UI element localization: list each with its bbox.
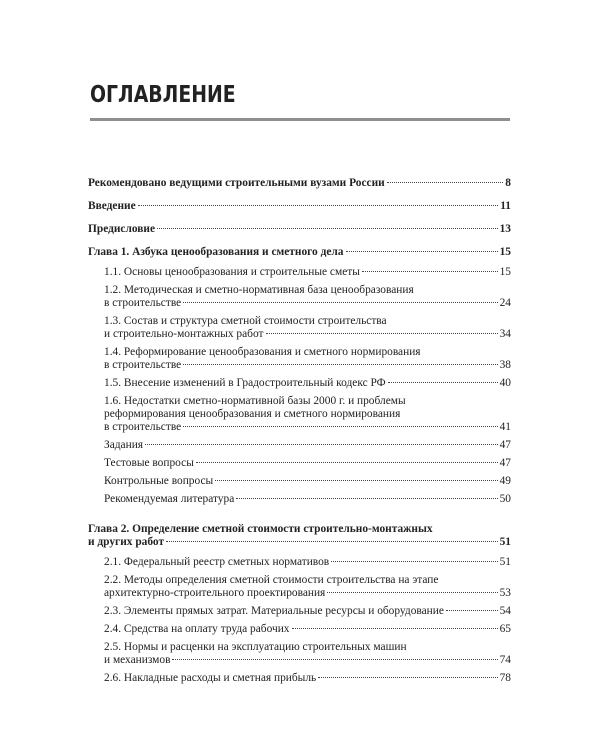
page-number: 54 (499, 605, 511, 617)
toc-entry[interactable]: 2.1. Федеральный реестр сметных нормативов 51 (104, 556, 511, 568)
page-number: 51 (499, 536, 511, 548)
page-number: 41 (499, 421, 511, 433)
page-number: 49 (499, 475, 511, 487)
page-number: 47 (499, 439, 511, 451)
page-number: 24 (499, 297, 511, 309)
toc-entry[interactable]: Рекомендовано ведущими строительными вузами России 8 (88, 177, 511, 189)
toc-entry[interactable]: 2.4. Средства на оплату труда рабочих 65 (104, 623, 511, 635)
page-number: 40 (499, 377, 511, 389)
toc-entry[interactable]: 1.4. Реформирование ценообразования и сметного нормирования в строительстве 38 (104, 346, 511, 371)
page-number: 15 (499, 246, 511, 258)
toc-entry[interactable]: 1.6. Недостатки сметно-нормативной базы 2000 г. и проблемы реформирования ценообразования и сметного нормирования в строительстве 41 (104, 395, 511, 433)
toc-entry[interactable]: 2.3. Элементы прямых затрат. Материальные ресурсы и оборудование 54 (104, 605, 511, 617)
toc-entry[interactable]: 2.6. Накладные расходы и сметная прибыль 78 (104, 672, 511, 684)
page-number: 65 (499, 623, 511, 635)
toc-entry[interactable]: 2.2. Методы определения сметной стоимости строительства на этапе архитектурно-строительного проектирования 53 (104, 574, 511, 599)
page-number: 47 (499, 457, 511, 469)
toc-entry[interactable]: 1.3. Состав и структура сметной стоимости строительства и строительно-монтажных работ 34 (104, 315, 511, 340)
page-number: 8 (505, 177, 511, 189)
table-of-contents (88, 177, 511, 685)
toc-entry[interactable]: Предисловие 13 (88, 223, 511, 235)
page-number: 51 (499, 556, 511, 568)
toc-entry[interactable]: Контрольные вопросы 49 (104, 475, 511, 487)
page-number: 34 (499, 328, 511, 340)
page-number: 50 (499, 493, 511, 505)
page-number: 38 (499, 359, 511, 371)
toc-chapter[interactable]: Глава 1. Азбука ценообразования и сметного дела 15 (88, 246, 511, 258)
toc-entry[interactable]: 1.5. Внесение изменений в Градостроительный кодекс РФ 40 (104, 377, 511, 389)
page-number: 74 (499, 654, 511, 666)
toc-entry[interactable]: 1.1. Основы ценообразования и строительные сметы 15 (104, 266, 511, 278)
page-number: 78 (499, 672, 511, 684)
page-number: 11 (500, 200, 511, 212)
page-number: 53 (499, 587, 511, 599)
toc-entry[interactable]: 1.2. Методическая и сметно-нормативная база ценообразования в строительстве 24 (104, 284, 511, 309)
toc-entry[interactable]: Тестовые вопросы 47 (104, 457, 511, 469)
page-number: 13 (499, 223, 511, 235)
page-number: 15 (499, 266, 511, 278)
page-title: ОГЛАВЛЕНИЕ (90, 82, 236, 108)
toc-chapter[interactable]: Глава 2. Определение сметной стоимости строительно-монтажных и других работ 51 (88, 523, 511, 548)
toc-entry[interactable]: Введение 11 (88, 200, 511, 212)
toc-entry[interactable]: Рекомендуемая литература 50 (104, 493, 511, 505)
toc-entry[interactable]: 2.5. Нормы и расценки на эксплуатацию строительных машин и механизмов 74 (104, 641, 511, 666)
title-rule (90, 118, 510, 121)
toc-entry[interactable]: Задания 47 (104, 439, 511, 451)
